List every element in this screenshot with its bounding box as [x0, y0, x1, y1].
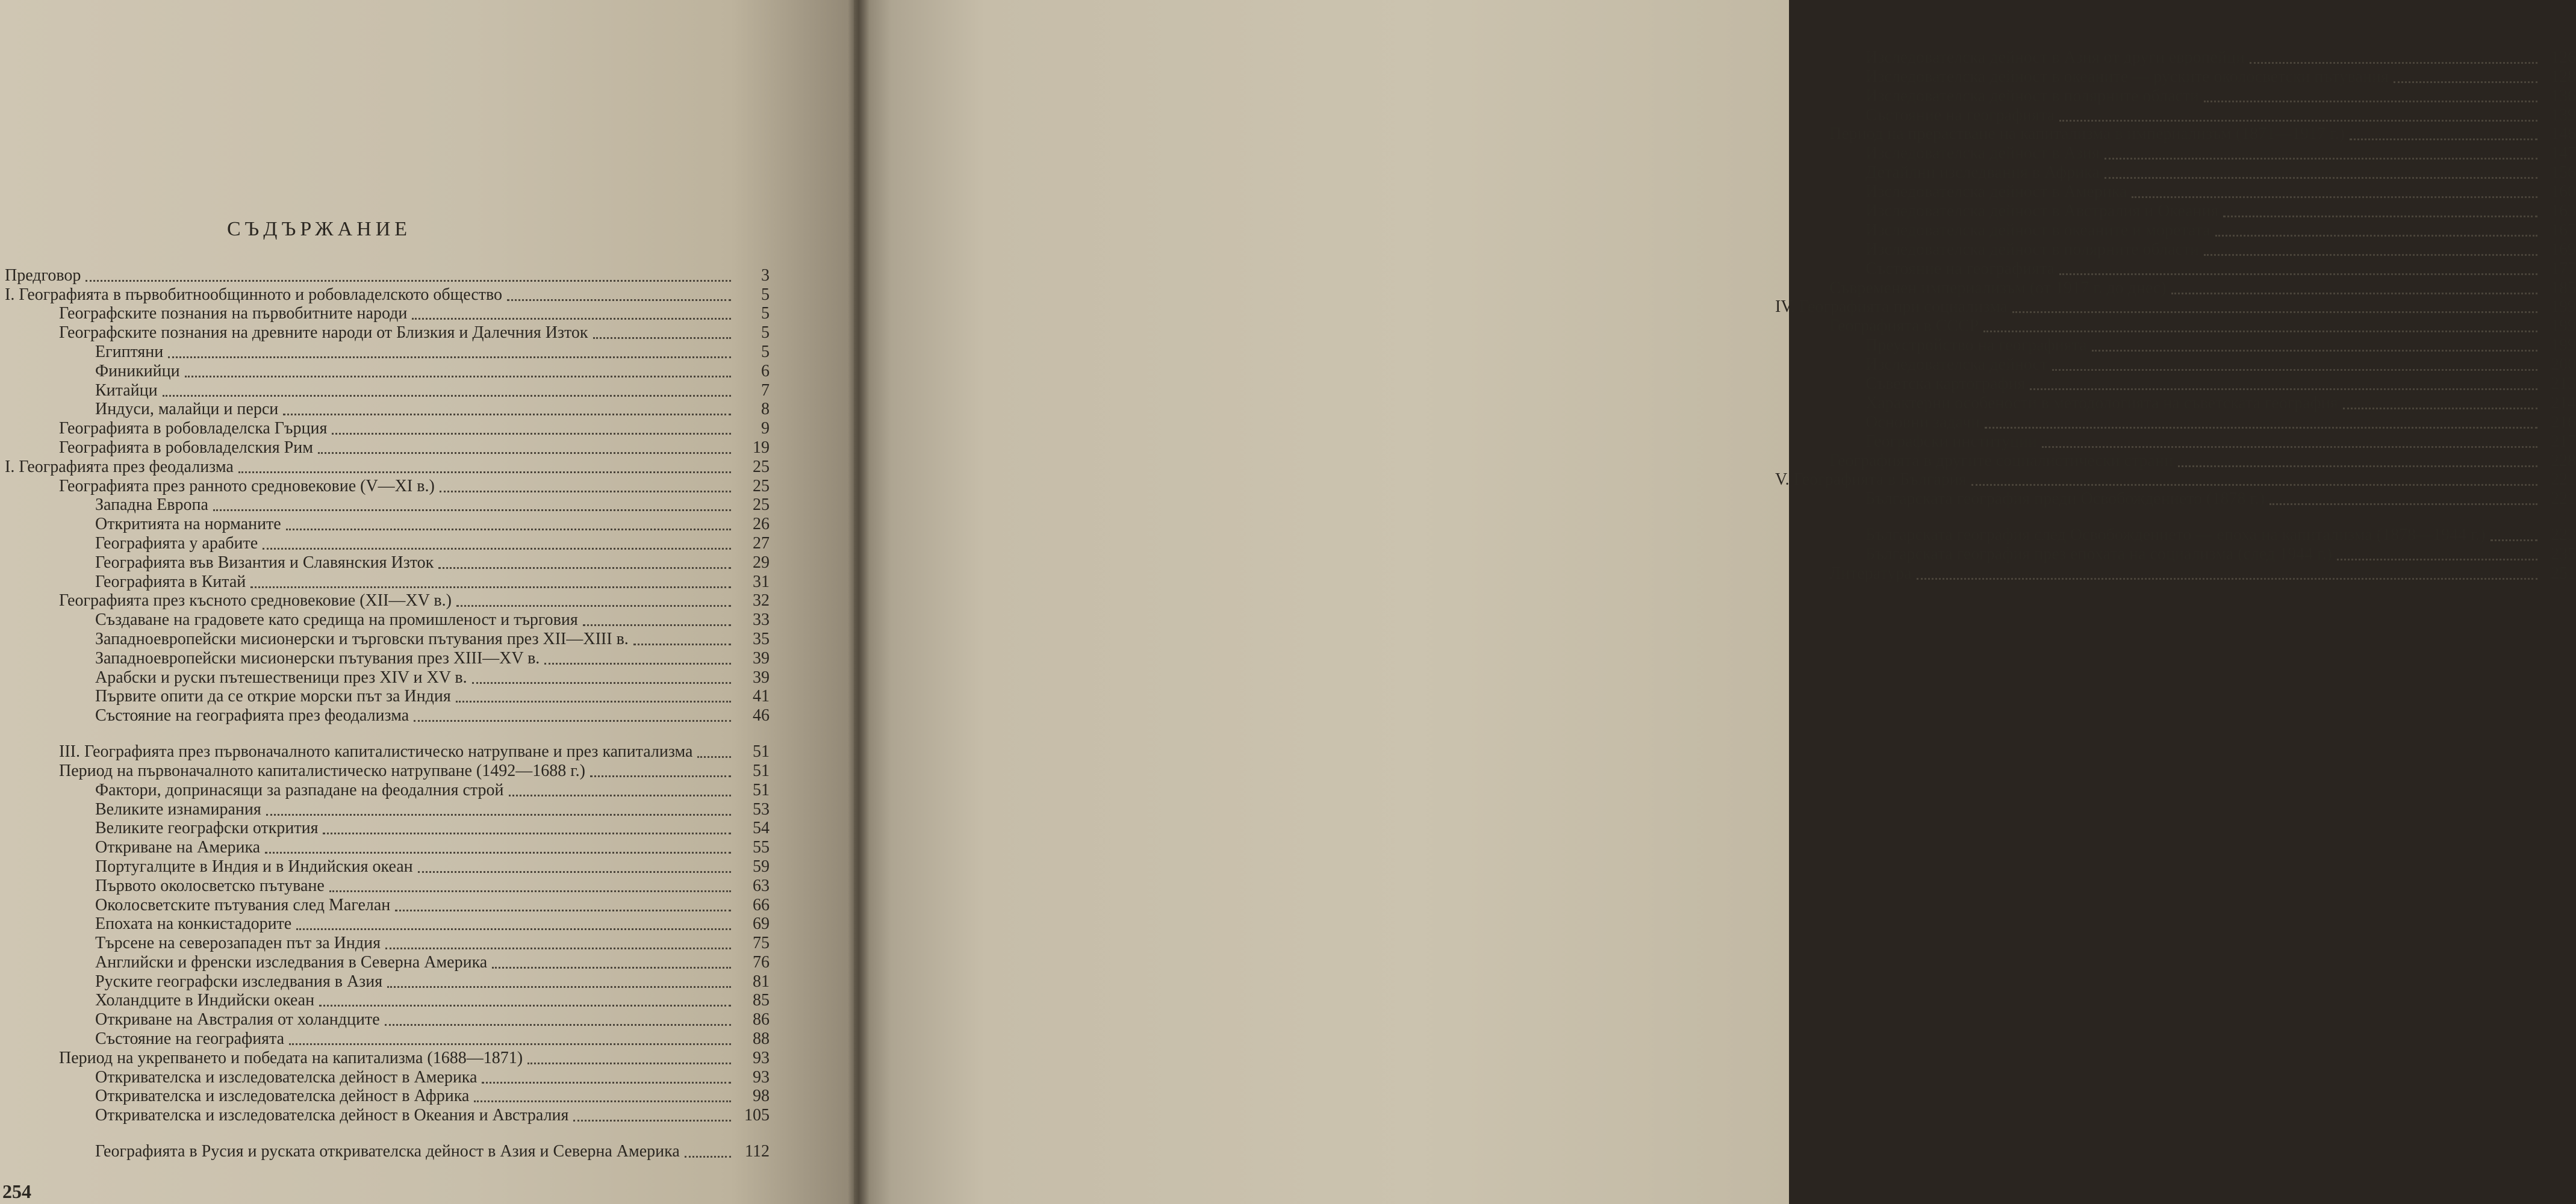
toc-entry-page: 76	[753, 952, 770, 972]
toc-entry-page: 163	[2551, 202, 2576, 221]
toc-entry-title: Английски и френски изследвания в Северна Америка	[95, 952, 488, 972]
toc-entry-title: Западна Европа	[95, 495, 208, 515]
toc-entry-title: Откритията на норманите	[95, 515, 281, 534]
toc-entry-title: I. Географията през феодализма	[5, 457, 234, 476]
toc-entry-page: 147	[2551, 144, 2576, 163]
toc-leader-dots	[2204, 253, 2537, 256]
toc-entry-title: Изследователска дейност в полярните области	[1865, 86, 2200, 105]
toc-entry	[1775, 239, 2576, 258]
toc-entry-title: Състояние на географията	[1865, 105, 2055, 125]
toc-leader-dots	[2490, 539, 2537, 541]
toc-entry-title: Период на укрепването и победата на капитализма (1688—1871)	[59, 1048, 523, 1067]
toc-entry-title: IV. Географията при социализма	[1775, 297, 2008, 317]
toc-entry	[5, 476, 770, 495]
toc-entry-page: 136	[2551, 86, 2576, 105]
toc-leader-dots	[2059, 273, 2537, 275]
toc-entry	[5, 818, 770, 837]
toc-entry-page: 81	[753, 972, 770, 991]
toc-entry-title: Географски институции	[1865, 432, 2037, 451]
toc-entry-page: 51	[753, 780, 770, 799]
toc-leader-dots	[266, 813, 731, 816]
toc-entry	[5, 495, 770, 514]
toc-entry	[5, 686, 770, 706]
toc-entry	[1775, 450, 2576, 470]
toc-entry-title: Състояние на географията	[1865, 259, 2055, 278]
toc-entry	[5, 1028, 770, 1047]
toc-entry-title: Изследователска дейност	[1865, 355, 2048, 374]
toc-leader-dots	[2343, 407, 2538, 409]
toc-entry-page: 200	[2551, 355, 2576, 374]
toc-entry	[5, 1067, 770, 1086]
toc-leader-dots	[509, 794, 732, 796]
toc-leader-dots	[544, 662, 731, 665]
toc-entry	[5, 437, 770, 456]
toc-entry-title: Индуси, малайци и перси	[95, 400, 279, 419]
toc-entry-page: 39	[753, 648, 770, 668]
toc-entry	[1775, 200, 2576, 220]
toc-entry-page: 31	[753, 572, 770, 591]
toc-entry-page: 199	[2551, 336, 2576, 355]
toc-entry	[5, 1105, 770, 1124]
toc-entry	[5, 856, 770, 875]
toc-entry-title: Съветска картография	[1865, 374, 2026, 394]
toc-entry-title: Състояние на географията през феодализма	[95, 706, 409, 725]
toc-entry	[5, 799, 770, 818]
toc-entry-page: 88	[753, 1029, 770, 1049]
toc-entry	[5, 609, 770, 628]
toc-leader-dots	[2350, 138, 2537, 140]
toc-entry	[5, 591, 770, 610]
toc-entry-title: Фактори, допринасящи за разпадане на феодалния строй	[95, 780, 504, 799]
toc-leader-dots	[2030, 388, 2537, 390]
toc-entry	[5, 875, 770, 895]
toc-leader-dots	[265, 851, 731, 854]
toc-entry	[1775, 297, 2576, 316]
toc-entry-page: 53	[753, 799, 770, 819]
toc-entry	[5, 284, 770, 303]
toc-entry-page: 86	[753, 1010, 770, 1029]
toc-leader-dots	[697, 756, 731, 758]
toc-leader-dots	[2204, 100, 2537, 102]
toc-list-right	[1775, 47, 2576, 582]
toc-entry	[5, 399, 770, 418]
toc-leader-dots	[332, 432, 731, 435]
toc-leader-dots	[263, 547, 731, 550]
toc-entry-page: 223	[2551, 526, 2576, 545]
toc-entry	[5, 837, 770, 856]
toc-entry-page: 75	[753, 934, 770, 953]
left-page	[0, 0, 860, 1204]
toc-leader-dots	[2105, 157, 2537, 160]
toc-leader-dots	[2337, 558, 2537, 560]
toc-entry	[1775, 544, 2576, 563]
toc-entry-title: Изследователска дейност в океаните и моретата	[1865, 220, 2210, 240]
toc-entry-title: Географията в СССР	[1829, 317, 1979, 336]
toc-entry-page: 5	[761, 323, 770, 343]
toc-leader-dots	[2012, 311, 2537, 313]
toc-entry-title: Географските познания на първобитните народи	[59, 304, 408, 323]
toc-entry-title: Западноевропейски мисионерски пътувания през XIII—XV в.	[95, 648, 540, 668]
toc-leader-dots	[438, 566, 731, 569]
toc-entry-title: Изследователска дейност в Австралия и Океания	[1865, 202, 2219, 221]
toc-entry-page: 8	[761, 400, 770, 419]
toc-leader-dots	[573, 1119, 731, 1122]
toc-entry-page: 221	[2551, 470, 2576, 489]
toc-entry-title: Период на прерастване на капитализма в империализъм (1871—1917 г.)	[1829, 125, 2345, 144]
toc-entry-page: 199	[2551, 317, 2576, 336]
toc-leader-dots	[2250, 61, 2537, 64]
toc-entry-page: 213	[2551, 374, 2576, 394]
toc-entry-title: Географията в Русия и руската откривателска дейност в Азия и Северна Америка	[95, 1142, 680, 1161]
toc-leader-dots	[2059, 119, 2537, 122]
toc-entry	[5, 571, 770, 591]
toc-leader-dots	[1985, 426, 2537, 429]
toc-entry-page: 63	[753, 876, 770, 895]
toc-leader-dots	[456, 700, 731, 703]
toc-entry	[5, 1047, 770, 1067]
toc-leader-dots	[329, 890, 731, 892]
toc-entry-page: 55	[753, 838, 770, 857]
toc-leader-dots	[2092, 349, 2537, 352]
toc-entry-title: Географията в робовладелския Рим	[59, 438, 313, 457]
toc-leader-dots	[2052, 368, 2537, 371]
toc-entry-page: 251	[2551, 564, 2576, 583]
toc-entry-title: Основни задачи	[1865, 412, 1980, 432]
toc-entry	[1775, 124, 2576, 143]
toc-entry-page: 146	[2551, 125, 2576, 144]
toc-entry-title: Холандците в Индийски океан	[95, 991, 315, 1010]
toc-entry-page: 112	[745, 1142, 770, 1161]
toc-entry-page: 5	[761, 285, 770, 304]
toc-entry-page: 59	[753, 857, 770, 876]
toc-entry-page: 46	[753, 706, 770, 725]
toc-entry-page: 217	[2551, 432, 2576, 451]
toc-entry	[5, 914, 770, 933]
toc-entry-page: 41	[753, 687, 770, 706]
toc-entry	[5, 418, 770, 437]
toc-entry-page: 51	[753, 742, 770, 762]
toc-entry-page: 5	[761, 304, 770, 323]
toc-entry-page: 228	[2551, 451, 2576, 470]
toc-entry-title: Китайци	[95, 380, 158, 400]
toc-leader-dots	[593, 337, 732, 339]
toc-entry-page: 51	[753, 761, 770, 780]
toc-entry-page: 214	[2551, 393, 2576, 412]
toc-leader-dots	[482, 1081, 731, 1084]
toc-entry	[1775, 162, 2576, 181]
toc-entry-page: 9	[761, 419, 770, 438]
toc-entry	[1775, 220, 2576, 239]
toc-entry-title: Откриване на Америка	[95, 838, 261, 857]
toc-entry	[5, 533, 770, 552]
toc-entry-title: Египтяни	[95, 342, 164, 361]
toc-entry	[5, 667, 770, 686]
toc-entry	[5, 628, 770, 648]
toc-leader-dots	[168, 356, 731, 358]
toc-entry-page: 105	[744, 1106, 770, 1125]
toc-entry-title: Откриване на Австралия от холандците	[95, 1010, 380, 1029]
toc-entry-title: Географията през късното средновековие (XII—XV в.)	[59, 591, 452, 610]
toc-leader-dots	[590, 775, 731, 777]
toc-entry	[1775, 315, 2576, 335]
toc-entry-page: 35	[753, 629, 770, 648]
toc-entry-title: Българската география след Освобождението — епоха на капитализма (1878—1944 г.)	[1865, 526, 2486, 545]
toc-entry	[5, 932, 770, 952]
toc-entry	[1775, 181, 2576, 200]
toc-leader-dots	[1971, 483, 2537, 486]
toc-entry-page: 69	[753, 914, 770, 934]
toc-leader-dots	[387, 985, 731, 988]
toc-entry-title: Околосветските пътувания след Магелан	[95, 895, 391, 914]
toc-entry	[5, 1124, 770, 1160]
toc-entry	[1775, 105, 2576, 124]
toc-leader-dots	[2042, 445, 2537, 448]
toc-leader-dots	[1983, 330, 2537, 332]
toc-leader-dots	[385, 947, 731, 949]
toc-entry-page: 33	[753, 610, 770, 630]
toc-entry-title: Откривателска и изследователска дейност в Америка	[95, 1067, 478, 1087]
toc-entry-title: Първите опити да се открие морски път за Индия	[95, 687, 451, 706]
toc-entry	[5, 705, 770, 724]
toc-entry-page: 29	[753, 553, 770, 572]
toc-entry-page: 25	[753, 476, 770, 495]
toc-entry-title: Великите изнамирания	[95, 799, 261, 819]
toc-entry-title: Изследователска дейност в Америка	[1865, 182, 2127, 202]
toc-leader-dots	[318, 452, 731, 454]
toc-entry-page: 221	[2551, 489, 2576, 509]
toc-entry-title: Състояние на географията	[95, 1029, 285, 1049]
toc-entry-page: 126	[2551, 48, 2576, 67]
toc-leader-dots	[414, 719, 731, 722]
toc-entry	[5, 724, 770, 760]
toc-entry-title: Руските географски изследвания в Азия	[95, 972, 383, 991]
toc-leader-dots	[527, 1062, 731, 1064]
toc-entry-page: 235	[2551, 545, 2576, 564]
toc-entry-title: Географията в робовладелска Гърция	[59, 419, 328, 438]
toc-leader-dots	[213, 509, 731, 511]
toc-leader-dots	[2132, 196, 2537, 198]
toc-entry	[1775, 470, 2576, 489]
toc-entry-title: Съвременен империализъм (от 1917 г. до днес)	[1829, 278, 2167, 297]
toc-entry	[5, 895, 770, 914]
toc-entry	[1775, 47, 2576, 66]
toc-leader-dots	[440, 490, 731, 492]
toc-entry-page: 93	[753, 1048, 770, 1067]
toc-list-left	[5, 265, 770, 1160]
toc-entry-title: Португалците в Индия и в Индийския океан	[95, 857, 413, 876]
toc-entry	[1775, 507, 2576, 544]
toc-entry	[5, 1086, 770, 1105]
toc-entry-page: 25	[753, 495, 770, 515]
toc-entry-title: Географията през ранното средновековие (V—XI в.)	[59, 476, 435, 495]
toc-entry	[5, 380, 770, 399]
toc-leader-dots	[319, 1004, 731, 1007]
toc-entry-title: Географските познания на древните народи от Близкия и Далечния Изток	[59, 323, 588, 343]
toc-entry-title: Българската география преди Освобождението (1878 г.)	[1865, 489, 2265, 509]
toc-leader-dots	[296, 928, 731, 930]
toc-entry-title: Литература	[1829, 564, 1912, 583]
toc-entry-title: Епохата на конкистадорите	[95, 914, 292, 934]
toc-entry	[1775, 431, 2576, 450]
toc-entry	[1775, 412, 2576, 431]
right-page	[854, 0, 2576, 1204]
toc-entry-page: 6	[761, 361, 770, 380]
toc-leader-dots	[86, 279, 731, 282]
toc-entry	[1775, 393, 2576, 412]
toc-entry	[1775, 373, 2576, 393]
toc-title: СЪДЪРЖАНИЕ	[226, 218, 412, 240]
toc-entry-page: 216	[2551, 412, 2576, 432]
toc-leader-dots	[492, 966, 731, 969]
toc-entry-title: Великите географски открития	[95, 819, 319, 838]
toc-entry-title: Изследователска дейност в полярните области	[1865, 240, 2200, 259]
toc-entry-title: Създаване на градовете като средища на промишленост и търговия	[95, 610, 578, 630]
toc-entry-page: 5	[761, 342, 770, 361]
toc-leader-dots	[2105, 176, 2537, 179]
toc-leader-dots	[286, 528, 731, 530]
toc-leader-dots	[250, 586, 731, 588]
toc-entry	[5, 990, 770, 1010]
toc-entry	[1775, 488, 2576, 507]
toc-entry-page: 185	[2551, 278, 2576, 297]
page-number: 254	[2, 1181, 31, 1202]
toc-entry	[5, 456, 770, 476]
toc-entry-page: 98	[753, 1087, 770, 1106]
toc-entry	[1775, 335, 2576, 354]
toc-entry-page: 3	[761, 265, 770, 285]
toc-entry-page: 93	[753, 1067, 770, 1087]
toc-entry-title: Българската география през епохата на социализма (след 1944 г.)	[1865, 545, 2332, 564]
toc-leader-dots	[1917, 577, 2537, 580]
toc-entry	[1775, 278, 2576, 297]
toc-entry-title: Характерни особености в методологията на съветската география	[1865, 393, 2338, 412]
toc-leader-dots	[395, 909, 731, 911]
toc-entry-page: 26	[753, 515, 770, 534]
toc-entry-title: Първото околосветско пътуване	[95, 876, 325, 895]
toc-entry-title: I. Географията в първобитнообщинното и робовладелското общество	[5, 285, 503, 304]
toc-entry-page: 19	[753, 438, 770, 457]
toc-entry	[5, 361, 770, 380]
toc-entry-page: 156	[2551, 163, 2576, 182]
toc-leader-dots	[2270, 503, 2537, 505]
toc-entry-page: 27	[753, 533, 770, 553]
toc-entry	[5, 971, 770, 990]
toc-entry	[1775, 85, 2576, 105]
toc-entry	[5, 780, 770, 799]
toc-leader-dots	[418, 870, 731, 873]
toc-leader-dots	[2223, 215, 2537, 217]
toc-entry-page: 199	[2551, 297, 2576, 317]
toc-entry-title: Географията у арабите	[95, 533, 258, 553]
toc-leader-dots	[685, 1155, 731, 1158]
toc-leader-dots	[474, 1100, 731, 1102]
toc-entry	[5, 341, 770, 361]
toc-entry-title: Детайлни изследвания в Африка	[1865, 163, 2100, 182]
toc-entry-page: 128	[2551, 67, 2576, 86]
toc-leader-dots	[283, 413, 731, 415]
toc-leader-dots	[472, 681, 731, 684]
toc-entry-page: 66	[753, 895, 770, 914]
toc-entry	[5, 514, 770, 533]
toc-leader-dots	[412, 317, 731, 320]
toc-leader-dots	[289, 1043, 731, 1045]
toc-leader-dots	[507, 299, 731, 301]
toc-entry-page: 54	[753, 819, 770, 838]
toc-entry-page: 167	[2551, 220, 2576, 240]
toc-leader-dots	[385, 1023, 731, 1026]
toc-entry-page: 139	[2551, 105, 2576, 125]
toc-leader-dots	[2171, 292, 2537, 294]
toc-entry	[5, 1009, 770, 1028]
toc-leader-dots	[163, 394, 731, 397]
toc-entry-title: Изследователска дейност в океаните — руските околосветски пътувания	[1865, 67, 2389, 86]
toc-entry	[1775, 66, 2576, 85]
toc-leader-dots	[583, 624, 731, 626]
toc-entry	[5, 552, 770, 571]
toc-leader-dots	[2178, 465, 2537, 467]
toc-entry	[5, 322, 770, 341]
toc-entry	[1775, 354, 2576, 373]
toc-entry	[5, 952, 770, 971]
toc-leader-dots	[2394, 81, 2537, 83]
toc-entry-title: Преустройство на географията	[1865, 336, 2087, 355]
toc-entry-title: Географията във Византия и Славянския Изток	[95, 553, 434, 572]
toc-entry	[5, 303, 770, 323]
toc-entry-title: V. Географията в България	[1775, 470, 1967, 489]
toc-entry	[5, 648, 770, 667]
toc-entry-title: Арабски и руски пътешественици през XIV и XV в.	[95, 668, 467, 687]
toc-entry-page: 177	[2551, 259, 2576, 278]
toc-leader-dots	[456, 604, 731, 607]
toc-entry	[1775, 563, 2576, 582]
toc-entry-title: Географията в Китай	[95, 572, 246, 591]
toc-leader-dots	[185, 375, 731, 377]
toc-leader-dots	[2215, 234, 2537, 237]
toc-entry-page: 169	[2551, 240, 2576, 259]
toc-leader-dots	[633, 643, 731, 645]
toc-entry-title: Период на първоначалното капиталистическо натрупване (1492—1688 г.)	[59, 761, 585, 780]
toc-entry-title: Финикийци	[95, 361, 180, 380]
toc-entry-title: Географията в другите социалистически страни	[1829, 451, 2173, 470]
toc-entry-title: Изследователска дейност в Азия от други европейци	[1865, 48, 2245, 67]
toc-entry-title: Търсене на северозападен път за Индия	[95, 934, 381, 953]
toc-entry-page: 32	[753, 591, 770, 610]
toc-entry-title: Западноевропейски мисионерски и търговски пътувания през XII—XIII в.	[95, 629, 629, 648]
toc-entry-page: 39	[753, 668, 770, 687]
toc-entry	[1775, 143, 2576, 162]
toc-entry	[1775, 258, 2576, 278]
toc-entry	[5, 760, 770, 780]
toc-entry-page: 85	[753, 991, 770, 1010]
toc-leader-dots	[238, 471, 731, 473]
toc-entry-title: Откривателска и изследователска дейност в Африка	[95, 1087, 470, 1106]
toc-entry	[5, 265, 770, 284]
toc-entry-title: Предговор	[5, 265, 81, 285]
toc-entry-title: Изследователска дейност в Азия	[1865, 144, 2100, 163]
toc-entry-page: 7	[761, 380, 770, 400]
toc-entry-title: III. Географията през първоначалното капиталистическо натрупване и през капитализма	[59, 742, 693, 762]
book-gutter	[848, 0, 870, 1204]
toc-entry-title: Откривателска и изследователска дейност в Океания и Австралия	[95, 1106, 569, 1125]
toc-leader-dots	[323, 832, 731, 834]
toc-entry-page: 25	[753, 457, 770, 476]
toc-entry-page: 160	[2551, 182, 2576, 202]
